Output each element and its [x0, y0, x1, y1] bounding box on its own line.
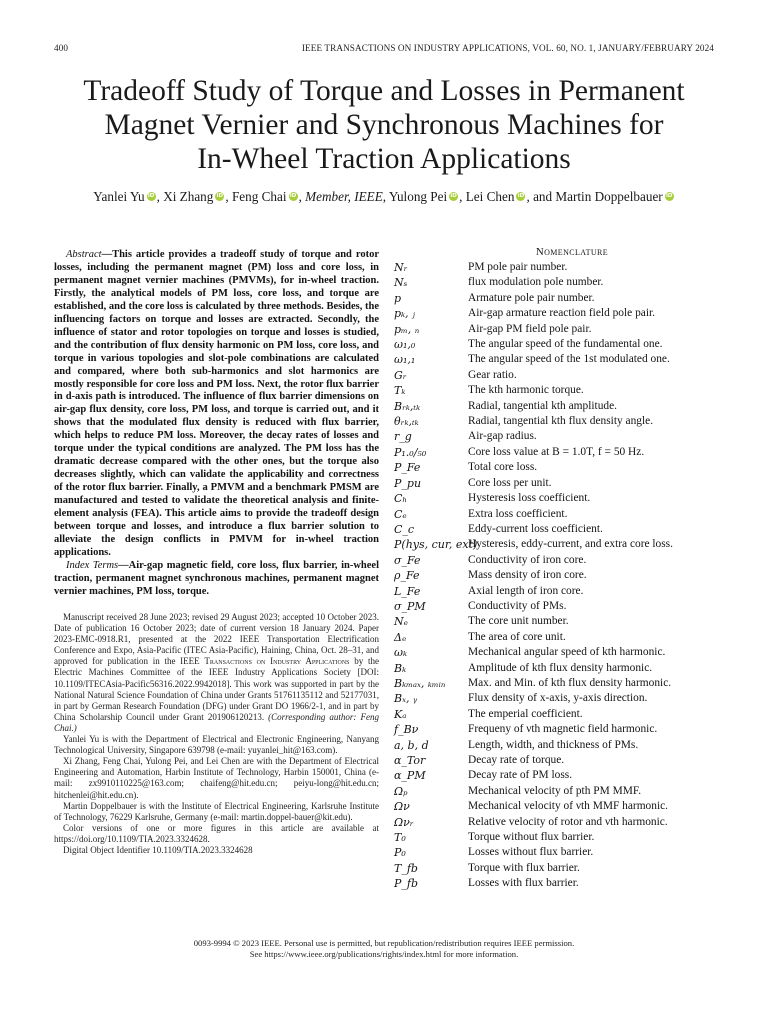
author-name: Feng Chai [231, 189, 287, 204]
index-terms-paragraph [54, 560, 379, 599]
nomenclature-definition: Eddy-current loss coefficient. [468, 522, 603, 535]
nomenclature-symbol: ω₁,₁ [394, 353, 416, 367]
nomenclature-row [392, 476, 722, 491]
nomenclature-row [392, 753, 722, 768]
nomenclature-symbol: P_pu [394, 476, 422, 490]
author-name: Yanlei Yu [93, 189, 145, 204]
title-line: Tradeoff Study of Torque and Losses in Permanent [83, 75, 685, 107]
index-terms-label: Index Terms [66, 559, 119, 571]
nomenclature-row [392, 445, 722, 460]
nomenclature-symbol: P_fb [394, 877, 419, 891]
nomenclature-row [392, 383, 722, 398]
nomenclature-definition: Hysteresis, eddy-current, and extra core loss. [468, 538, 673, 551]
copyright-footer [40, 938, 728, 960]
nomenclature-definition: Torque without flux barrier. [468, 831, 595, 844]
nomenclature-definition: Length, width, and thickness of PMs. [468, 738, 639, 751]
nomenclature-row [392, 260, 722, 275]
nomenclature-definition: The area of core unit. [468, 630, 566, 643]
corresponding-author: (Corresponding author: Feng Chai.) [54, 711, 379, 733]
nomenclature-symbol: Bᵣₖ,ₜₖ [394, 399, 421, 413]
nomenclature-symbol: σ_Fe [394, 553, 421, 567]
nomenclature-symbol: Gᵣ [394, 368, 407, 382]
nomenclature-symbol: P₀ [394, 846, 406, 860]
orcid-icon[interactable]: iD [216, 193, 224, 199]
orcid-icon[interactable]: iD [665, 193, 673, 199]
abstract-section [54, 249, 379, 599]
nomenclature-symbol: T₀ [394, 831, 406, 845]
nomenclature-definition: Frequeny of νth magnetic field harmonic. [468, 723, 658, 736]
author-name: Lei Chen [465, 189, 515, 204]
nomenclature-definition: Decay rate of torque. [468, 754, 565, 766]
nomenclature-symbol: P(hys, cur, ext) [394, 538, 478, 552]
orcid-icon[interactable]: iD [147, 193, 155, 199]
title-line: Magnet Vernier and Synchronous Machines for [104, 109, 664, 141]
nomenclature-row [392, 322, 722, 337]
author-name: Martin Doppelbauer [555, 189, 663, 204]
nomenclature-row [392, 460, 722, 475]
nomenclature-definition: Core loss value at B = 1.0T, f = 50 Hz. [468, 445, 645, 458]
nomenclature-row [392, 507, 722, 522]
nomenclature-row [392, 522, 722, 537]
nomenclature-symbol: ρ_Fe [394, 569, 420, 583]
nomenclature-symbol: Cₑ [394, 507, 407, 521]
nomenclature-definition: Axial length of iron core. [468, 584, 584, 597]
nomenclature-row [392, 645, 722, 660]
nomenclature-row [392, 352, 722, 367]
nomenclature-symbol: Nᵣ [394, 261, 408, 274]
nomenclature-row [392, 799, 722, 814]
nomenclature-symbol: Cₕ [394, 492, 408, 506]
nomenclature-list [392, 260, 722, 892]
nomenclature-row [392, 676, 722, 691]
manuscript-note: Manuscript received 28 June 2023; revised 29 August 2023; accepted 10 October 2023. Date of publication 16 October 2023; date of current version 18 January 2024. Paper 2023-EMC-0918.R1, presented at the 2022 IEEE Transportation Electrification Conference and Expo, Asia-Pacific (ITEC Asia-Pacific), Haining, China, Oct. 28–31, and approved for publication in the IEEE Transactions on Industry Applications by the Electric Machines Committee of the IEEE Industry Applications Society [DOI: 10.1109/ITECAsia-Pacific56316.2022.9942018]. This work was supported in part by the National Natural Science Foundation of China under Grants 51761135112 and 52177031, in part by German Research Foundation (DFG) under Grant DO 1966/2-1, and in part by China Scholarship Council under Grant 201906120213. (Corresponding author: Feng Chai.) [54, 612, 379, 733]
nomenclature-definition: Mass density of iron core. [468, 569, 587, 582]
nomenclature-definition: Air-gap PM field pole pair. [468, 322, 592, 335]
nomenclature-definition: Core loss per unit. [468, 476, 552, 489]
nomenclature-definition: The emperial coefficient. [468, 707, 583, 720]
nomenclature-row [392, 815, 722, 830]
nomenclature-row [392, 661, 722, 676]
nomenclature-symbol: Tₖ [394, 384, 406, 398]
nomenclature-definition: Radial, tangential kth amplitude. [468, 399, 617, 412]
nomenclature-definition: Max. and Min. of kth flux density harmonic. [468, 676, 672, 689]
author-name: Xi Zhang [163, 189, 214, 204]
nomenclature-row [392, 553, 722, 568]
nomenclature-row [392, 738, 722, 753]
nomenclature-definition: Mechanical angular speed of kth harmonic. [468, 646, 666, 659]
nomenclature-definition: PM pole pair number. [468, 261, 568, 273]
nomenclature-symbol: f_Bν [394, 723, 419, 737]
nomenclature-symbol: Bₓ, ᵧ [394, 692, 418, 706]
nomenclature-row [392, 337, 722, 352]
nomenclature-definition: Losses with flux barrier. [468, 877, 579, 890]
affiliation-note: Xi Zhang, Feng Chai, Yulong Pei, and Lei Chen are with the Department of Electrical Engineering and Automation, Harbin Institute of Technology, Harbin 150001, China (e-mail: zx9910110225@163.com; chaifeng@hit.edu.cn; peiyu-long@hit.edu.cn; hitchenlei@hit.edu.cn). [54, 756, 379, 800]
nomenclature-definition: Conductivity of iron core. [468, 553, 587, 566]
nomenclature-row [392, 599, 722, 614]
nomenclature-definition: Conductivity of PMs. [468, 599, 567, 612]
nomenclature-definition: Mechanical velocity of νth MMF harmonic. [468, 800, 669, 813]
nomenclature-row [392, 368, 722, 383]
nomenclature-row [392, 491, 722, 506]
nomenclature-definition: The core unit number. [468, 615, 569, 628]
nomenclature-symbol: σ_PM [394, 599, 426, 613]
nomenclature-definition: Flux density of x-axis, y-axis direction. [468, 692, 648, 705]
nomenclature-symbol: a, b, d [394, 738, 429, 752]
paper-title [40, 74, 728, 176]
nomenclature-symbol: r_g [394, 430, 412, 444]
nomenclature-row [392, 614, 722, 629]
nomenclature-definition: Air-gap radius. [468, 430, 537, 443]
nomenclature-row [392, 830, 722, 845]
nomenclature-definition: The angular speed of the 1st modulated one. [468, 353, 670, 366]
nomenclature-definition: Extra loss coefficient. [468, 507, 568, 520]
nomenclature-symbol: Ωₚ [394, 784, 408, 798]
author-membership: Member, IEEE [305, 189, 383, 204]
abstract-paragraph [54, 249, 379, 560]
nomenclature-row [392, 784, 722, 799]
nomenclature-symbol: Ωνᵣ [394, 815, 414, 829]
copyright-line: 0093-9994 © 2023 IEEE. Personal use is permitted, but republication/redistribution requires IEEE permission. [193, 938, 575, 948]
nomenclature-row [392, 429, 722, 444]
nomenclature-symbol: T_fb [394, 861, 418, 875]
nomenclature-definition: Radial, tangential kth flux density angle. [468, 415, 654, 428]
nomenclature-definition: Gear ratio. [468, 368, 517, 381]
nomenclature-symbol: Kₐ [394, 707, 407, 721]
nomenclature-definition: Relative velocity of rotor and νth harmonic. [468, 815, 668, 828]
nomenclature-symbol: Nₑ [394, 615, 408, 629]
nomenclature-row [392, 768, 722, 783]
first-page-footnotes [54, 612, 379, 856]
nomenclature-row [392, 568, 722, 583]
nomenclature-section [392, 246, 722, 892]
nomenclature-row [392, 845, 722, 860]
nomenclature-definition: Armature pole pair number. [468, 291, 595, 304]
affiliation-note: Yanlei Yu is with the Department of Electrical and Electronic Engineering, Nanyang Technological University, Singapore 639798 (e-mail: yuyanlei_hit@163.com). [54, 734, 379, 756]
nomenclature-symbol: Ων [394, 800, 410, 814]
abstract-text: —This article provides a tradeoff study of torque and rotor losses, including the permanent magnet (PM) loss and core loss, in permanent magnet vernier machines (PMVMs), for in-wheel traction. Firstly, the analytical models of PM loss, core loss, and torque are established, and the core loss is calculated by three methods. Besides, the influencing factors on torque and losses are extracted. Secondly, the influence of stator and rotor topologies on torque and losses is studied, and the contribution of flux density harmonic on PM loss, core loss, and torque in various topologies and slot-pole combinations are calculated and compared, where both sub-harmonics and slot harmonics are mostly responsible for core loss and PM loss. Next, the rotor flux barrier in d-axis path is introduced. The influence of flux barrier dimensions on air-gap flux density, core loss, PM loss, and torque is carried out, and it shows that the modulated flux density is reduced with flux barrier, which helps to reduce PM loss. Moreover, the decay rates of losses and torque under the typical conditions are analyzed. The PM loss has the dramatic decrease compared with the other ones, but the torque also decreases slightly, which can validate the applicability and correctness of the rotor flux barrier. Finally, a PMVM and a benchmark PMSM are manufactured and tested to validate the theoretical analysis and finite-element analysis (FEA). This article aims to provide the tradeoff design between torque and losses, and introduce a flux barrier solution to alleviate the design conflicts in PMVM for in-wheel traction applications. [54, 249, 379, 558]
nomenclature-row [392, 537, 722, 552]
author-list: Yanlei Yu iD , Xi Zhang iD , Feng Chai iD , Member, IEEE, Yulong Pei iD , Lei Chen iD , and Martin Doppelbauer iD [93, 189, 673, 204]
nomenclature-definition: The angular speed of the fundamental one. [468, 338, 663, 351]
nomenclature-definition: Torque with flux barrier. [468, 861, 580, 874]
nomenclature-row [392, 722, 722, 737]
nomenclature-row [392, 876, 722, 891]
orcid-icon[interactable]: iD [450, 193, 457, 199]
index-terms-text: —Air-gap magnetic field, core loss, flux barrier, in-wheel traction, permanent magnet synchronous machines, permanent magnet vernier machines, PM loss, torque. [54, 559, 380, 597]
nomenclature-definition: flux modulation pole number. [468, 276, 604, 289]
nomenclature-definition: Hysteresis loss coefficient. [468, 492, 591, 505]
nomenclature-symbol: ω₁,₀ [394, 338, 416, 352]
affiliation-note: Martin Doppelbauer is with the Institute of Electrical Engineering, Karlsruhe Institute of Technology, 76229 Karlsruhe, Germany (e-mail: martin.doppel-bauer@kit.edu). [54, 800, 379, 822]
nomenclature-row [392, 399, 722, 414]
nomenclature-symbol: θᵣₖ,ₜₖ [394, 415, 419, 429]
nomenclature-definition: Air-gap armature reaction field pole pair. [468, 307, 655, 320]
nomenclature-row [392, 630, 722, 645]
nomenclature-definition: Decay rate of PM loss. [468, 769, 573, 782]
nomenclature-row [392, 584, 722, 599]
nomenclature-symbol: C_c [394, 522, 415, 536]
nomenclature-symbol: L_Fe [394, 584, 421, 598]
nomenclature-symbol: pₘ, ₙ [394, 322, 420, 336]
nomenclature-symbol: pₖ, ⱼ [394, 307, 415, 321]
abstract-label: Abstract [66, 249, 102, 260]
nomenclature-symbol: Bₖₘₐₓ, ₖₘᵢₙ [394, 676, 446, 690]
nomenclature-symbol: p [394, 291, 402, 305]
nomenclature-row [392, 707, 722, 722]
nomenclature-symbol: Bₖ [394, 661, 407, 675]
nomenclature-definition: Total core loss. [468, 461, 538, 474]
nomenclature-definition: Losses without flux barrier. [468, 846, 594, 859]
orcid-icon[interactable]: iD [517, 193, 525, 199]
nomenclature-heading: Nomenclature [535, 246, 609, 258]
orcid-icon[interactable]: iD [289, 193, 297, 199]
nomenclature-row [392, 275, 722, 290]
nomenclature-row [392, 306, 722, 321]
journal-name: IEEE TRANSACTIONS ON INDUSTRY APPLICATIONS, VOL. 60, NO. 1, JANUARY/FEBRUARY 2024 [301, 43, 714, 53]
nomenclature-row [392, 691, 722, 706]
doi-note: Digital Object Identifier 10.1109/TIA.2023.3324628 [63, 844, 253, 855]
nomenclature-row [392, 291, 722, 306]
nomenclature-symbol: Nₛ [394, 276, 408, 290]
nomenclature-symbol: P_Fe [394, 461, 421, 475]
nomenclature-definition: Amplitude of kth flux density harmonic. [468, 661, 653, 674]
nomenclature-definition: The kth harmonic torque. [468, 384, 584, 397]
nomenclature-symbol: Δₑ [394, 630, 407, 644]
nomenclature-symbol: α_Tor [394, 754, 426, 767]
rights-link-line[interactable]: See https://www.ieee.org/publications/rights/index.html for more information. [249, 949, 519, 959]
nomenclature-definition: Mechanical velocity of pth PM MMF. [468, 784, 642, 797]
nomenclature-row [392, 861, 722, 876]
nomenclature-symbol: ωₖ [394, 646, 407, 660]
nomenclature-row [392, 414, 722, 429]
author-name: Yulong Pei [388, 189, 448, 204]
page-number: 400 [54, 43, 69, 53]
title-line: In-Wheel Traction Applications [197, 143, 571, 175]
nomenclature-symbol: P₁.₀/₅₀ [394, 445, 427, 459]
nomenclature-symbol: α_PM [394, 769, 426, 783]
color-figures-note: Color versions of one or more figures in this article are available at https://doi.org/10.1109/TIA.2023.3324628. [54, 822, 379, 844]
